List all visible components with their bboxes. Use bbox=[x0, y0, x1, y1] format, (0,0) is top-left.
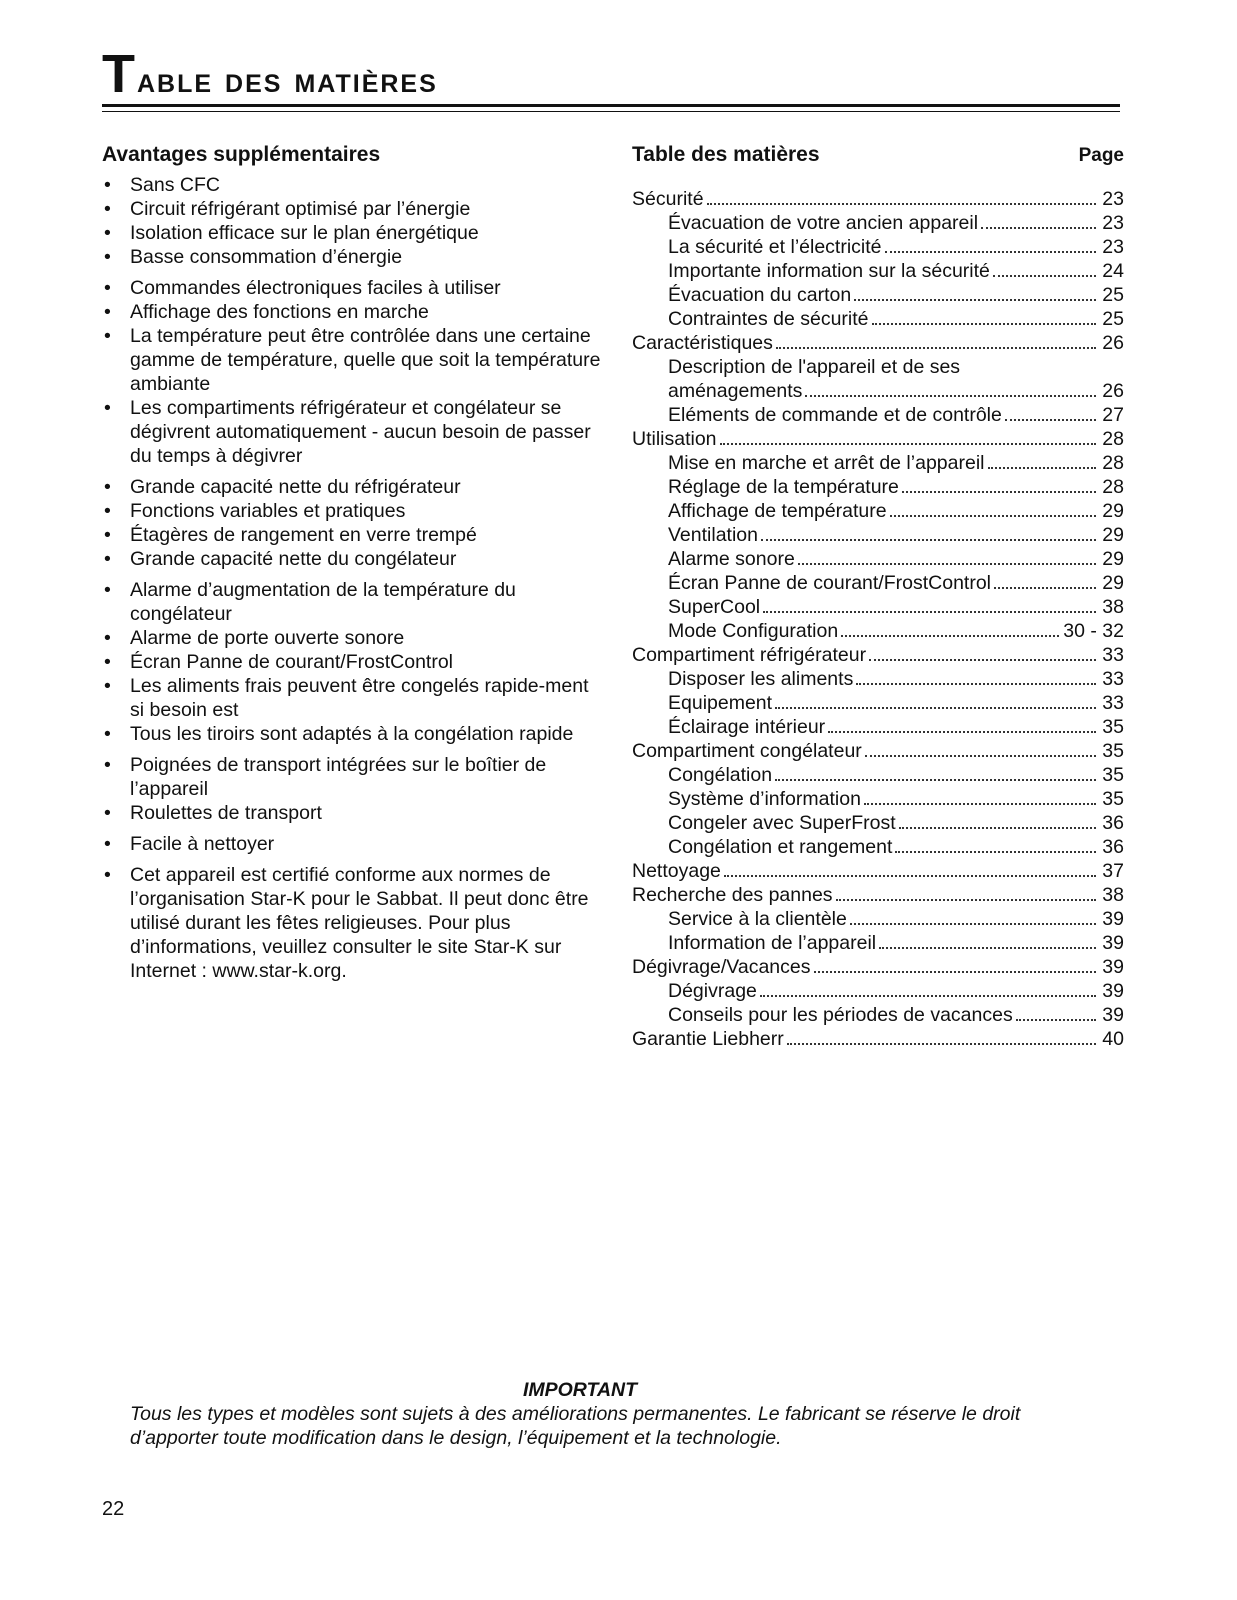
toc-entry-label: Compartiment congélateur bbox=[632, 740, 862, 762]
feature-group bbox=[102, 753, 602, 825]
toc-entry-page: 29 bbox=[1102, 500, 1124, 522]
feature-item: • La température peut être contrôlée dans une certaine gamme de température, quelle que soit la température ambiante bbox=[102, 324, 602, 396]
feature-item: • Tous les tiroirs sont adaptés à la congélation rapide bbox=[102, 722, 602, 746]
toc-subentry bbox=[632, 835, 1124, 859]
toc-entry-label: SuperCool bbox=[668, 596, 761, 618]
toc-subentry bbox=[632, 259, 1124, 283]
toc-leader-dots bbox=[1016, 1019, 1096, 1021]
toc-entry-label: Congeler avec SuperFrost bbox=[668, 812, 896, 834]
toc-entry-page: 33 bbox=[1102, 692, 1124, 714]
toc-entry-page: 39 bbox=[1102, 980, 1124, 1002]
page-title bbox=[102, 44, 1122, 110]
feature-item: • Les aliments frais peuvent être congelés rapide-ment si besoin est bbox=[102, 674, 602, 722]
feature-group bbox=[102, 173, 602, 269]
feature-item: • Poignées de transport intégrées sur le boîtier de l’appareil bbox=[102, 753, 602, 801]
feature-item: • Sans CFC bbox=[102, 173, 602, 197]
toc-leader-dots bbox=[865, 755, 1096, 757]
toc-heading: Table des matières bbox=[632, 143, 820, 166]
toc-subentry bbox=[632, 547, 1124, 571]
toc-leader-dots bbox=[760, 995, 1096, 997]
toc-subentry bbox=[632, 715, 1124, 739]
toc-entry-page: 30 - 32 bbox=[1063, 620, 1124, 642]
toc-entry-label: Réglage de la température bbox=[668, 476, 899, 498]
feature-item: • Alarme de porte ouverte sonore bbox=[102, 626, 602, 650]
toc-leader-dots bbox=[879, 947, 1096, 949]
toc-leader-dots bbox=[856, 683, 1096, 685]
toc-entry-label: Importante information sur la sécurité bbox=[668, 260, 990, 282]
toc-entry-label: Sécurité bbox=[632, 188, 704, 210]
feature-group bbox=[102, 863, 602, 983]
toc-entry-page: 26 bbox=[1102, 380, 1124, 402]
toc-leader-dots bbox=[776, 347, 1096, 349]
toc-entry-label: Évacuation de votre ancien appareil bbox=[668, 212, 979, 234]
toc-leader-dots bbox=[981, 227, 1096, 229]
important-text: Tous les types et modèles sont sujets à des améliorations permanentes. Le fabricant se réserve le droit d’apporter toute modification dans le design, l’équipement et la technologie. bbox=[130, 1403, 1021, 1449]
feature-item: • Grande capacité nette du réfrigérateur bbox=[102, 475, 602, 499]
title-rule-thick bbox=[102, 104, 1120, 107]
toc-leader-dots bbox=[988, 467, 1097, 469]
toc-entry-page: 40 bbox=[1102, 1028, 1124, 1050]
toc-leader-dots bbox=[854, 299, 1096, 301]
toc-leader-dots bbox=[869, 659, 1096, 661]
toc-entry-page: 35 bbox=[1102, 764, 1124, 786]
toc-subentry bbox=[632, 763, 1124, 787]
toc-header bbox=[632, 140, 1124, 170]
toc-entry-label: Congélation et rangement bbox=[668, 836, 893, 858]
feature-group bbox=[102, 578, 602, 746]
toc-subentry bbox=[632, 619, 1124, 643]
toc-entry-page: 36 bbox=[1102, 812, 1124, 834]
toc-entry-label: Alarme sonore bbox=[668, 548, 795, 570]
feature-item: • Facile à nettoyer bbox=[102, 832, 602, 856]
feature-item: • Alarme d’augmentation de la température du congélateur bbox=[102, 578, 602, 626]
toc-list bbox=[632, 187, 1124, 1051]
toc-entry-page: 35 bbox=[1102, 740, 1124, 762]
toc-subentry bbox=[632, 307, 1124, 331]
toc-entry-label: Mise en marche et arrêt de l’appareil bbox=[668, 452, 985, 474]
toc-page-label: Page bbox=[1078, 145, 1124, 166]
toc-subentry bbox=[632, 403, 1124, 427]
toc-entry-label: Utilisation bbox=[632, 428, 717, 450]
toc-entry-page: 23 bbox=[1102, 188, 1124, 210]
toc-entry-page: 37 bbox=[1102, 860, 1124, 882]
feature-item: • Roulettes de transport bbox=[102, 801, 602, 825]
toc-leader-dots bbox=[814, 971, 1097, 973]
toc-leader-dots bbox=[798, 563, 1096, 565]
toc-subentry bbox=[632, 211, 1124, 235]
toc-entry-label: Système d’information bbox=[668, 788, 861, 810]
toc-leader-dots bbox=[828, 731, 1096, 733]
toc-entry-page: 39 bbox=[1102, 1004, 1124, 1026]
toc-entry-page: 28 bbox=[1102, 476, 1124, 498]
toc-leader-dots bbox=[902, 491, 1096, 493]
toc-entry-label: Contraintes de sécurité bbox=[668, 308, 869, 330]
toc-entry-label: Affichage de température bbox=[668, 500, 887, 522]
toc-entry-page: 29 bbox=[1102, 572, 1124, 594]
toc-entry-page: 33 bbox=[1102, 668, 1124, 690]
toc-subentry bbox=[632, 571, 1124, 595]
page-title-initial: T bbox=[102, 44, 137, 104]
toc-entry bbox=[632, 1027, 1124, 1051]
feature-item: • Étagères de rangement en verre trempé bbox=[102, 523, 602, 547]
toc-leader-dots bbox=[872, 323, 1096, 325]
toc-entry-page: 39 bbox=[1102, 908, 1124, 930]
toc-subentry bbox=[632, 235, 1124, 259]
toc-leader-dots bbox=[761, 539, 1096, 541]
toc-leader-dots bbox=[836, 899, 1096, 901]
feature-item: • Circuit réfrigérant optimisé par l’énergie bbox=[102, 197, 602, 221]
toc-entry-label: Éclairage intérieur bbox=[668, 716, 826, 738]
toc-leader-dots bbox=[895, 851, 1096, 853]
feature-item: • Fonctions variables et pratiques bbox=[102, 499, 602, 523]
feature-group bbox=[102, 276, 602, 468]
toc-leader-dots bbox=[885, 251, 1096, 253]
features-heading: Avantages supplémentaires bbox=[102, 143, 381, 166]
toc-entry bbox=[632, 859, 1124, 883]
toc-entry-label: Eléments de commande et de contrôle bbox=[668, 404, 1002, 426]
toc-entry-page: 35 bbox=[1102, 788, 1124, 810]
toc-entry-label: Congélation bbox=[668, 764, 773, 786]
toc-leader-dots bbox=[787, 1043, 1096, 1045]
feature-item: • Commandes électroniques faciles à utiliser bbox=[102, 276, 602, 300]
toc-entry-page: 28 bbox=[1102, 428, 1124, 450]
toc-subentry bbox=[632, 811, 1124, 835]
feature-item: • Cet appareil est certifié conforme aux normes de l’organisation Star-K pour le Sabbat. Il peut donc être utilisé durant les fêtes religieuses. Pour plus d’informations, veuillez consulter le site Star-K sur Internet : www.star-k.org. bbox=[102, 863, 602, 983]
toc-entry-label: Ventilation bbox=[668, 524, 758, 546]
toc-entry bbox=[632, 739, 1124, 763]
toc-leader-dots bbox=[993, 275, 1096, 277]
toc-entry-page: 38 bbox=[1102, 884, 1124, 906]
toc-entry-label: Caractéristiques bbox=[632, 332, 773, 354]
features-column bbox=[102, 140, 602, 990]
toc-entry-label: Dégivrage bbox=[668, 980, 757, 1002]
toc-entry-label: Nettoyage bbox=[632, 860, 721, 882]
toc-entry bbox=[632, 331, 1124, 355]
toc-entry-label: Description de l'appareil et de ses bbox=[668, 356, 961, 378]
feature-item: • Grande capacité nette du congélateur bbox=[102, 547, 602, 571]
page-number: 22 bbox=[102, 1498, 125, 1520]
page-title-rest: able des matières bbox=[137, 59, 438, 100]
toc-entry-label: La sécurité et l’électricité bbox=[668, 236, 882, 258]
toc-entry-page: 25 bbox=[1102, 308, 1124, 330]
toc-subentry bbox=[632, 475, 1124, 499]
toc-entry-page: 29 bbox=[1102, 524, 1124, 546]
toc-entry-page: 23 bbox=[1102, 236, 1124, 258]
feature-item: • Basse consommation d’énergie bbox=[102, 245, 602, 269]
toc-subentry bbox=[632, 499, 1124, 523]
toc-subentry bbox=[632, 595, 1124, 619]
toc-entry-label: Information de l’appareil bbox=[668, 932, 877, 954]
feature-item: • Écran Panne de courant/FrostControl bbox=[102, 650, 602, 674]
toc-entry bbox=[632, 427, 1124, 451]
toc-subentry bbox=[632, 451, 1124, 475]
toc-leader-dots bbox=[841, 635, 1059, 637]
toc-entry-page: 39 bbox=[1102, 956, 1124, 978]
toc-leader-dots bbox=[890, 515, 1096, 517]
toc-entry-page: 35 bbox=[1102, 716, 1124, 738]
toc-column bbox=[632, 140, 1124, 1051]
toc-subentry bbox=[632, 283, 1124, 307]
toc-subentry bbox=[632, 787, 1124, 811]
toc-entry bbox=[632, 955, 1124, 979]
toc-subentry bbox=[632, 979, 1124, 1003]
toc-entry-label: Écran Panne de courant/FrostControl bbox=[668, 572, 992, 594]
toc-entry bbox=[632, 643, 1124, 667]
toc-subentry bbox=[632, 907, 1124, 931]
toc-subentry bbox=[632, 523, 1124, 547]
toc-entry-page: 24 bbox=[1102, 260, 1124, 282]
toc-entry-label: Évacuation du carton bbox=[668, 284, 852, 306]
toc-entry-page: 33 bbox=[1102, 644, 1124, 666]
toc-entry-page: 27 bbox=[1102, 404, 1124, 426]
toc-entry-page: 29 bbox=[1102, 548, 1124, 570]
important-heading: IMPORTANT bbox=[522, 1379, 638, 1401]
feature-item: • Isolation efficace sur le plan énergétique bbox=[102, 221, 602, 245]
toc-subentry bbox=[632, 931, 1124, 955]
toc-entry-label: Compartiment réfrigérateur bbox=[632, 644, 867, 666]
toc-entry-label: Conseils pour les périodes de vacances bbox=[668, 1004, 1013, 1026]
toc-subentry bbox=[632, 1003, 1124, 1027]
toc-leader-dots bbox=[805, 395, 1096, 397]
toc-leader-dots bbox=[720, 443, 1096, 445]
toc-entry-page: 38 bbox=[1102, 596, 1124, 618]
toc-entry-page: 23 bbox=[1102, 212, 1124, 234]
toc-leader-dots bbox=[724, 875, 1096, 877]
title-rule-thin bbox=[102, 111, 1120, 112]
important-notice bbox=[130, 1378, 1110, 1450]
toc-subentry bbox=[632, 667, 1124, 691]
toc-entry-label: aménagements bbox=[668, 380, 803, 402]
toc-leader-dots bbox=[850, 923, 1096, 925]
toc-leader-dots bbox=[864, 803, 1096, 805]
toc-leader-dots bbox=[775, 707, 1096, 709]
toc-subentry bbox=[632, 691, 1124, 715]
feature-group bbox=[102, 475, 602, 571]
toc-leader-dots bbox=[775, 779, 1096, 781]
toc-entry-label: Disposer les aliments bbox=[668, 668, 854, 690]
toc-entry-page: 36 bbox=[1102, 836, 1124, 858]
toc-entry-label: Garantie Liebherr bbox=[632, 1028, 784, 1050]
toc-subentry bbox=[632, 379, 1124, 403]
toc-leader-dots bbox=[707, 203, 1096, 205]
toc-entry-page: 28 bbox=[1102, 452, 1124, 474]
toc-entry-label: Recherche des pannes bbox=[632, 884, 833, 906]
toc-entry-label: Service à la clientèle bbox=[668, 908, 847, 930]
toc-entry-label: Mode Configuration bbox=[668, 620, 839, 642]
feature-item: • Affichage des fonctions en marche bbox=[102, 300, 602, 324]
features-list bbox=[102, 173, 602, 983]
toc-entry-label: Dégivrage/Vacances bbox=[632, 956, 811, 978]
toc-leader-dots bbox=[994, 587, 1096, 589]
toc-entry bbox=[632, 883, 1124, 907]
feature-item: • Les compartiments réfrigérateur et congélateur se dégivrent automatiquement - aucun besoin de passer du temps à dégivrer bbox=[102, 396, 602, 468]
toc-entry bbox=[632, 187, 1124, 211]
toc-entry-page: 25 bbox=[1102, 284, 1124, 306]
toc-leader-dots bbox=[1005, 419, 1096, 421]
toc-entry-label: Equipement bbox=[668, 692, 773, 714]
toc-entry-page: 26 bbox=[1102, 332, 1124, 354]
feature-group bbox=[102, 832, 602, 856]
toc-leader-dots bbox=[899, 827, 1096, 829]
toc-leader-dots bbox=[763, 611, 1096, 613]
toc-entry-page: 39 bbox=[1102, 932, 1124, 954]
